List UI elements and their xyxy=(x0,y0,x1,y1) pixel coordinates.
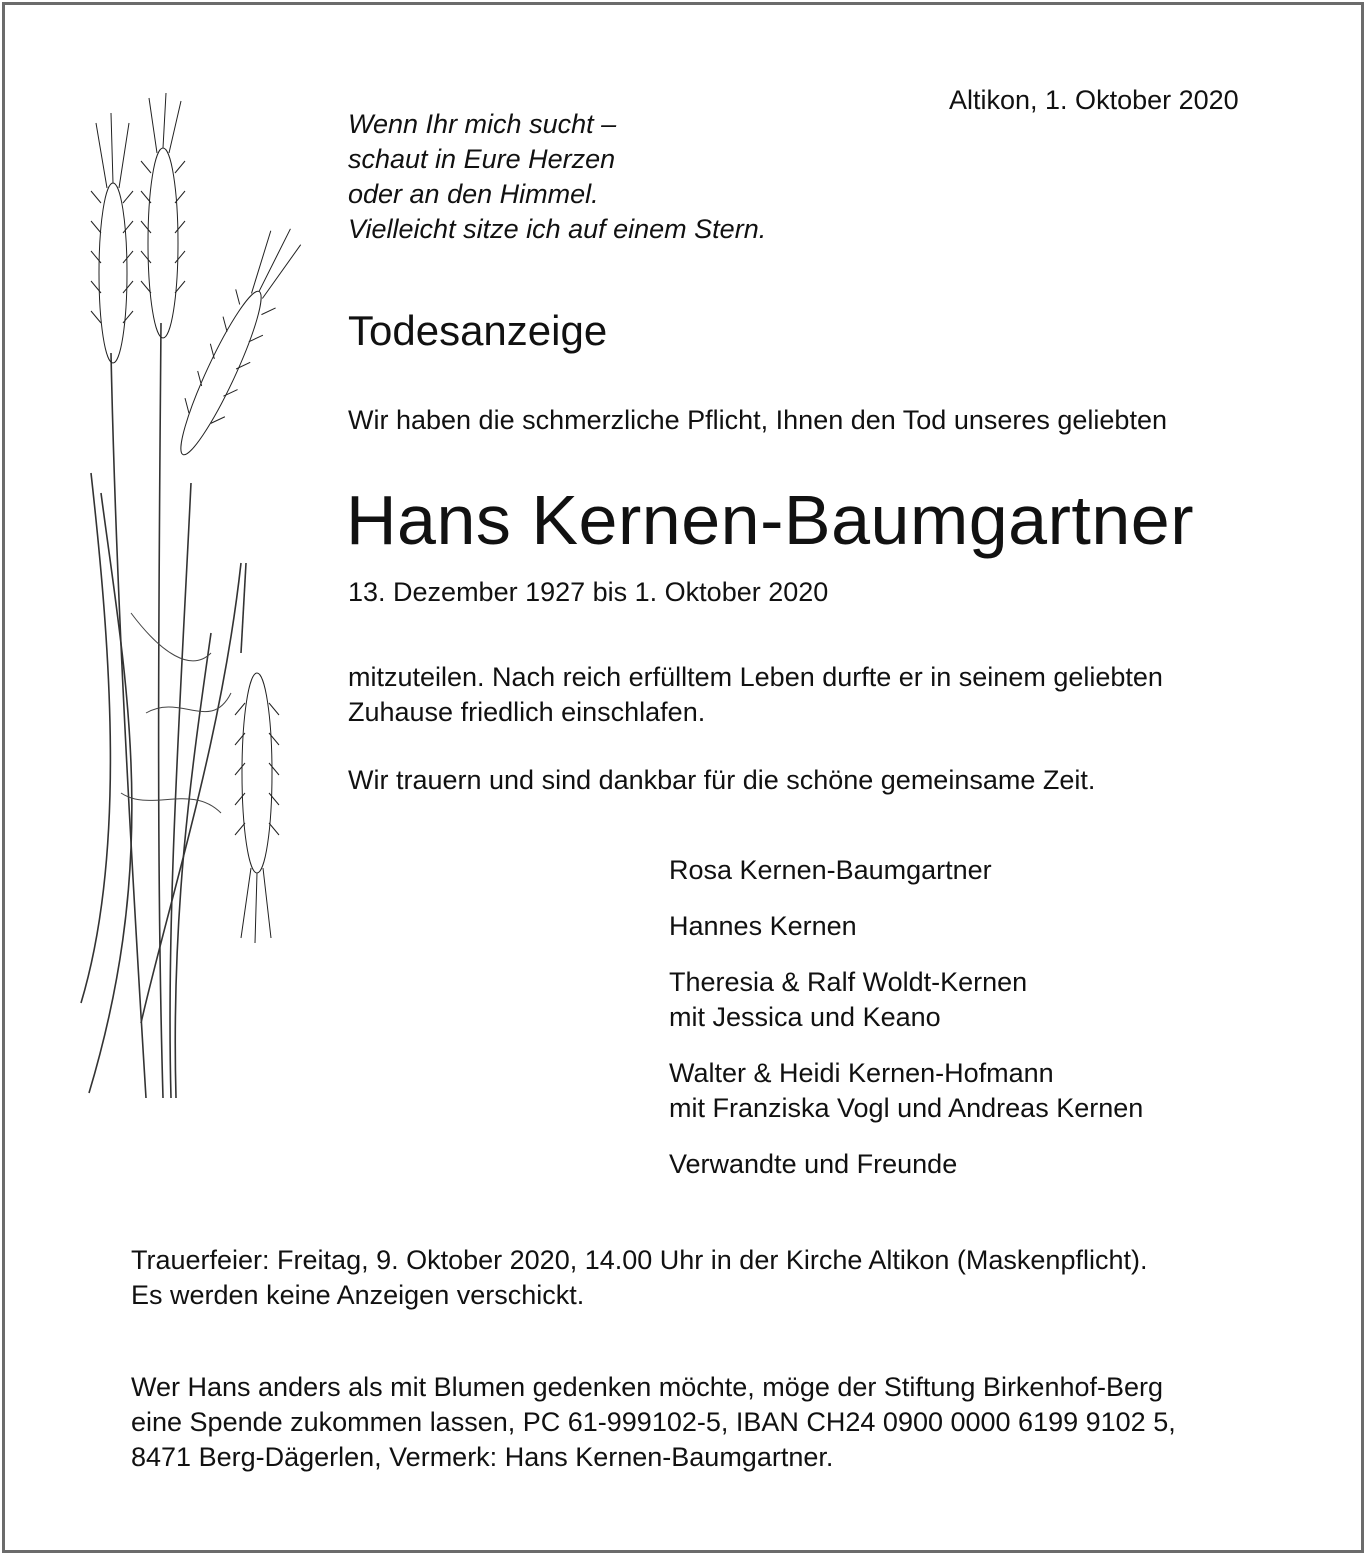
intro-text: Wir haben die schmerzliche Pflicht, Ihnen den Tod unseres geliebten xyxy=(348,405,1167,435)
obituary-notice xyxy=(2,2,1364,1553)
message-paragraph xyxy=(348,660,1163,730)
mourner-entry xyxy=(669,1147,1143,1182)
mourner-name: Verwandte und Freunde xyxy=(669,1149,958,1179)
deceased-name: Hans Kernen-Baumgartner xyxy=(346,481,1195,559)
donation-line: 8471 Berg-Dägerlen, Vermerk: Hans Kernen-Baumgartner. xyxy=(131,1442,834,1472)
mourner-entry xyxy=(669,1056,1143,1126)
life-dates: 13. Dezember 1927 bis 1. Oktober 2020 xyxy=(348,577,829,607)
mourners-list xyxy=(669,853,1143,1203)
paragraph-line: mitzuteilen. Nach reich erfülltem Leben durfte er in seinem geliebten xyxy=(348,662,1163,692)
poem-line: oder an den Himmel. xyxy=(348,179,599,209)
mourner-name: Walter & Heidi Kernen-Hofmann xyxy=(669,1058,1054,1088)
place-and-date: Altikon, 1. Oktober 2020 xyxy=(949,85,1239,115)
poem-line: Wenn Ihr mich sucht – xyxy=(348,109,617,139)
mourner-name: Hannes Kernen xyxy=(669,911,857,941)
notice-heading: Todesanzeige xyxy=(348,307,608,354)
paragraph-line: Wir trauern und sind dankbar für die schöne gemeinsame Zeit. xyxy=(348,765,1096,795)
paragraph-line: Zuhause friedlich einschlafen. xyxy=(348,697,706,727)
mourner-entry xyxy=(669,909,1143,944)
mourner-name: Rosa Kernen-Baumgartner xyxy=(669,855,992,885)
donation-info xyxy=(131,1370,1176,1475)
mourner-companions: mit Franziska Vogl und Andreas Kernen xyxy=(669,1093,1144,1123)
donation-line: eine Spende zukommen lassen, PC 61-999102-5, IBAN CH24 0900 0000 6199 9102 5, xyxy=(131,1407,1176,1437)
funeral-info xyxy=(131,1243,1147,1313)
gratitude-paragraph xyxy=(348,763,1095,798)
mourner-entry xyxy=(669,853,1143,888)
poem xyxy=(348,107,766,247)
mourner-companions: mit Jessica und Keano xyxy=(669,1002,941,1032)
mourner-entry xyxy=(669,965,1143,1035)
poem-line: Vielleicht sitze ich auf einem Stern. xyxy=(348,214,767,244)
funeral-line: Trauerfeier: Freitag, 9. Oktober 2020, 14.00 Uhr in der Kirche Altikon (Maskenpflicht). xyxy=(131,1245,1148,1275)
donation-line: Wer Hans anders als mit Blumen gedenken möchte, möge der Stiftung Birkenhof-Berg xyxy=(131,1372,1164,1402)
poem-line: schaut in Eure Herzen xyxy=(348,144,616,174)
funeral-line: Es werden keine Anzeigen verschickt. xyxy=(131,1280,585,1310)
wheat-ears-icon xyxy=(71,93,311,1103)
mourner-name: Theresia & Ralf Woldt-Kernen xyxy=(669,967,1028,997)
